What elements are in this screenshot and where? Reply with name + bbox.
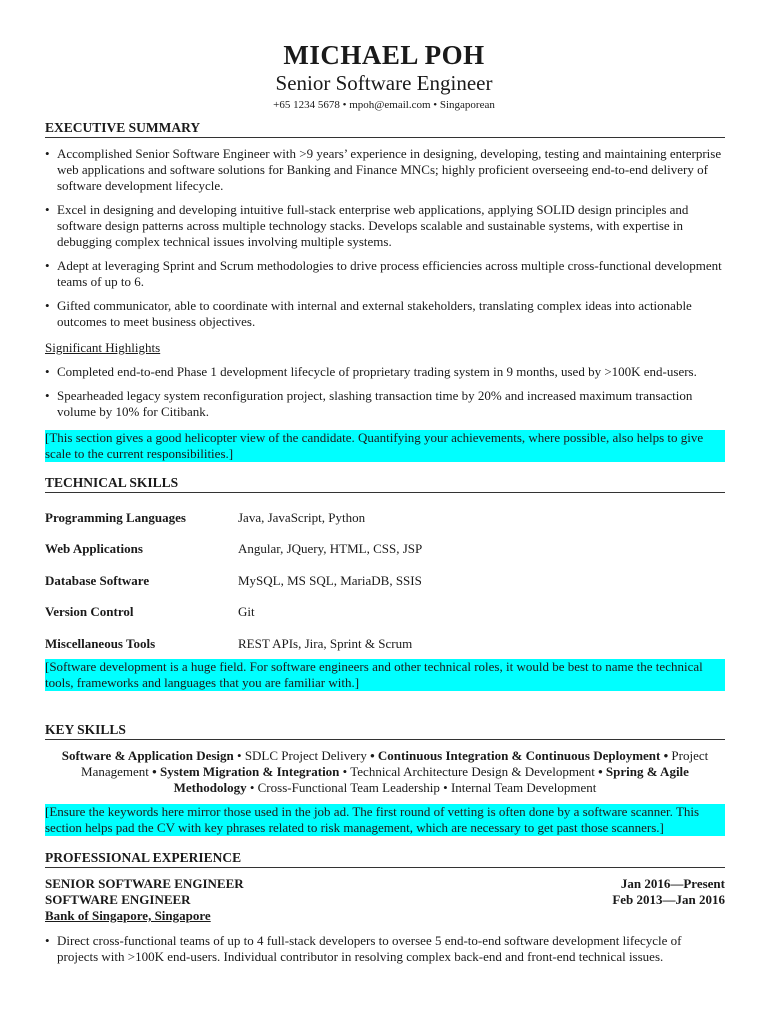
summary-bullet: • Adept at leveraging Sprint and Scrum methodologies to drive process efficiencies across multiple cross-functional development teams of up to 6. xyxy=(45,258,725,290)
skill-label: Programming Languages xyxy=(45,510,186,525)
job-dates: Feb 2013—Jan 2016 xyxy=(612,892,725,907)
section-title-key-skills: KEY SKILLS xyxy=(45,722,126,737)
highlight-bullet: • Completed end-to-end Phase 1 development lifecycle of proprietary trading system in 9 months, used by >100K end-users. xyxy=(45,364,725,380)
highlights-bullet-list xyxy=(45,364,725,428)
separator: • xyxy=(370,748,375,763)
skill-label: Miscellaneous Tools xyxy=(45,636,156,651)
section-divider xyxy=(45,137,725,138)
candidate-role: Senior Software Engineer xyxy=(275,71,493,95)
section-title-executive-summary: EXECUTIVE SUMMARY xyxy=(45,120,201,135)
summary-editor-note: [This section gives a good helicopter view of the candidate. Quantifying your achievements, where possible, also helps to give scale to the current responsibilities.] xyxy=(45,430,725,462)
key-skill: Internal Team Development xyxy=(450,780,597,795)
skill-value: REST APIs, Jira, Sprint & Scrum xyxy=(238,636,413,651)
key-skills-editor-note: [Ensure the keywords here mirror those used in the job ad. The first round of vetting is often done by a software scanner. This section helps pad the CV with key phrases related to risk management, which are necessary to get past those scanners.] xyxy=(45,804,725,836)
separator: • xyxy=(443,780,448,795)
candidate-name: MICHAEL POH xyxy=(283,40,485,70)
key-skill: Continuous Integration & Continuous Deployment xyxy=(377,748,661,763)
technical-skills-editor-note: [Software development is a huge field. For software engineers and other technical roles, it would be best to name the technical tools, frameworks and languages that you are familiar with.] xyxy=(45,659,725,691)
significant-highlights-heading: Significant Highlights xyxy=(45,340,161,355)
key-skill: Spring & Agile Methodology xyxy=(173,764,689,795)
experience-bullet: • Direct cross-functional teams of up to 4 full-stack developers to oversee 5 end-to-end software development lifecycle of projects with >100K end-users. Individual contributor in resolving complex back-end and front-end technical issues. xyxy=(45,933,725,965)
skill-value: Java, JavaScript, Python xyxy=(238,510,366,525)
key-skill: Cross-Functional Team Leadership xyxy=(257,780,440,795)
summary-bullet: • Accomplished Senior Software Engineer with >9 years’ experience in designing, developing, testing and maintaining enterprise web applications and software solutions for Banking and Finance MNCs; highly proficient overseeing end-to-end delivery of software development lifecycle. xyxy=(45,146,725,194)
section-divider xyxy=(45,492,725,493)
key-skill: SDLC Project Delivery xyxy=(244,748,367,763)
separator: • xyxy=(663,748,669,763)
experience-bullet-list xyxy=(45,933,725,973)
key-skill: System Migration & Integration xyxy=(159,764,340,779)
contact-line: +65 1234 5678 • mpoh@email.com • Singaporean xyxy=(273,99,495,111)
highlight-bullet: • Spearheaded legacy system reconfiguration project, slashing transaction time by 20% and increased maximum transaction volume by 10% for Citibank. xyxy=(45,388,725,420)
key-skill: Project Management xyxy=(81,748,709,779)
summary-bullet: • Excel in designing and developing intuitive full-stack enterprise web applications, applying SOLID design principles and software design patterns across multiple technology stacks. Develops scalable and sustainable systems, with expertise in debugging complex technical issues involving multiple systems. xyxy=(45,202,725,250)
skill-label: Web Applications xyxy=(45,541,143,556)
section-title-professional-experience: PROFESSIONAL EXPERIENCE xyxy=(45,850,242,865)
section-divider xyxy=(45,867,725,868)
key-skills-list xyxy=(45,748,725,796)
key-skill: Technical Architecture Design & Development xyxy=(350,764,595,779)
job-dates: Jan 2016—Present xyxy=(620,876,725,891)
separator: • xyxy=(342,764,348,779)
separator: • xyxy=(249,780,255,795)
summary-bullet: • Gifted communicator, able to coordinate with internal and external stakeholders, translating complex ideas into actionable outcomes to meet business objectives. xyxy=(45,298,725,330)
job-title-row xyxy=(45,892,725,908)
resume-header xyxy=(0,40,768,112)
company-name: Bank of Singapore, Singapore xyxy=(45,908,211,923)
job-title-row xyxy=(45,876,725,892)
separator: • xyxy=(237,748,242,763)
separator: • xyxy=(598,764,603,779)
skill-value: Git xyxy=(238,604,255,619)
skill-value: MySQL, MS SQL, MariaDB, SSIS xyxy=(238,573,422,588)
job-title: SENIOR SOFTWARE ENGINEER xyxy=(45,876,244,891)
separator: • xyxy=(152,764,157,779)
section-title-technical-skills: TECHNICAL SKILLS xyxy=(45,475,179,490)
skill-value: Angular, JQuery, HTML, CSS, JSP xyxy=(238,541,423,556)
key-skill: Software & Application Design xyxy=(61,748,234,763)
summary-bullet-list xyxy=(45,146,725,338)
skill-label: Database Software xyxy=(45,573,150,588)
skill-label: Version Control xyxy=(45,604,134,619)
section-divider xyxy=(45,739,725,740)
job-title: SOFTWARE ENGINEER xyxy=(45,892,191,907)
